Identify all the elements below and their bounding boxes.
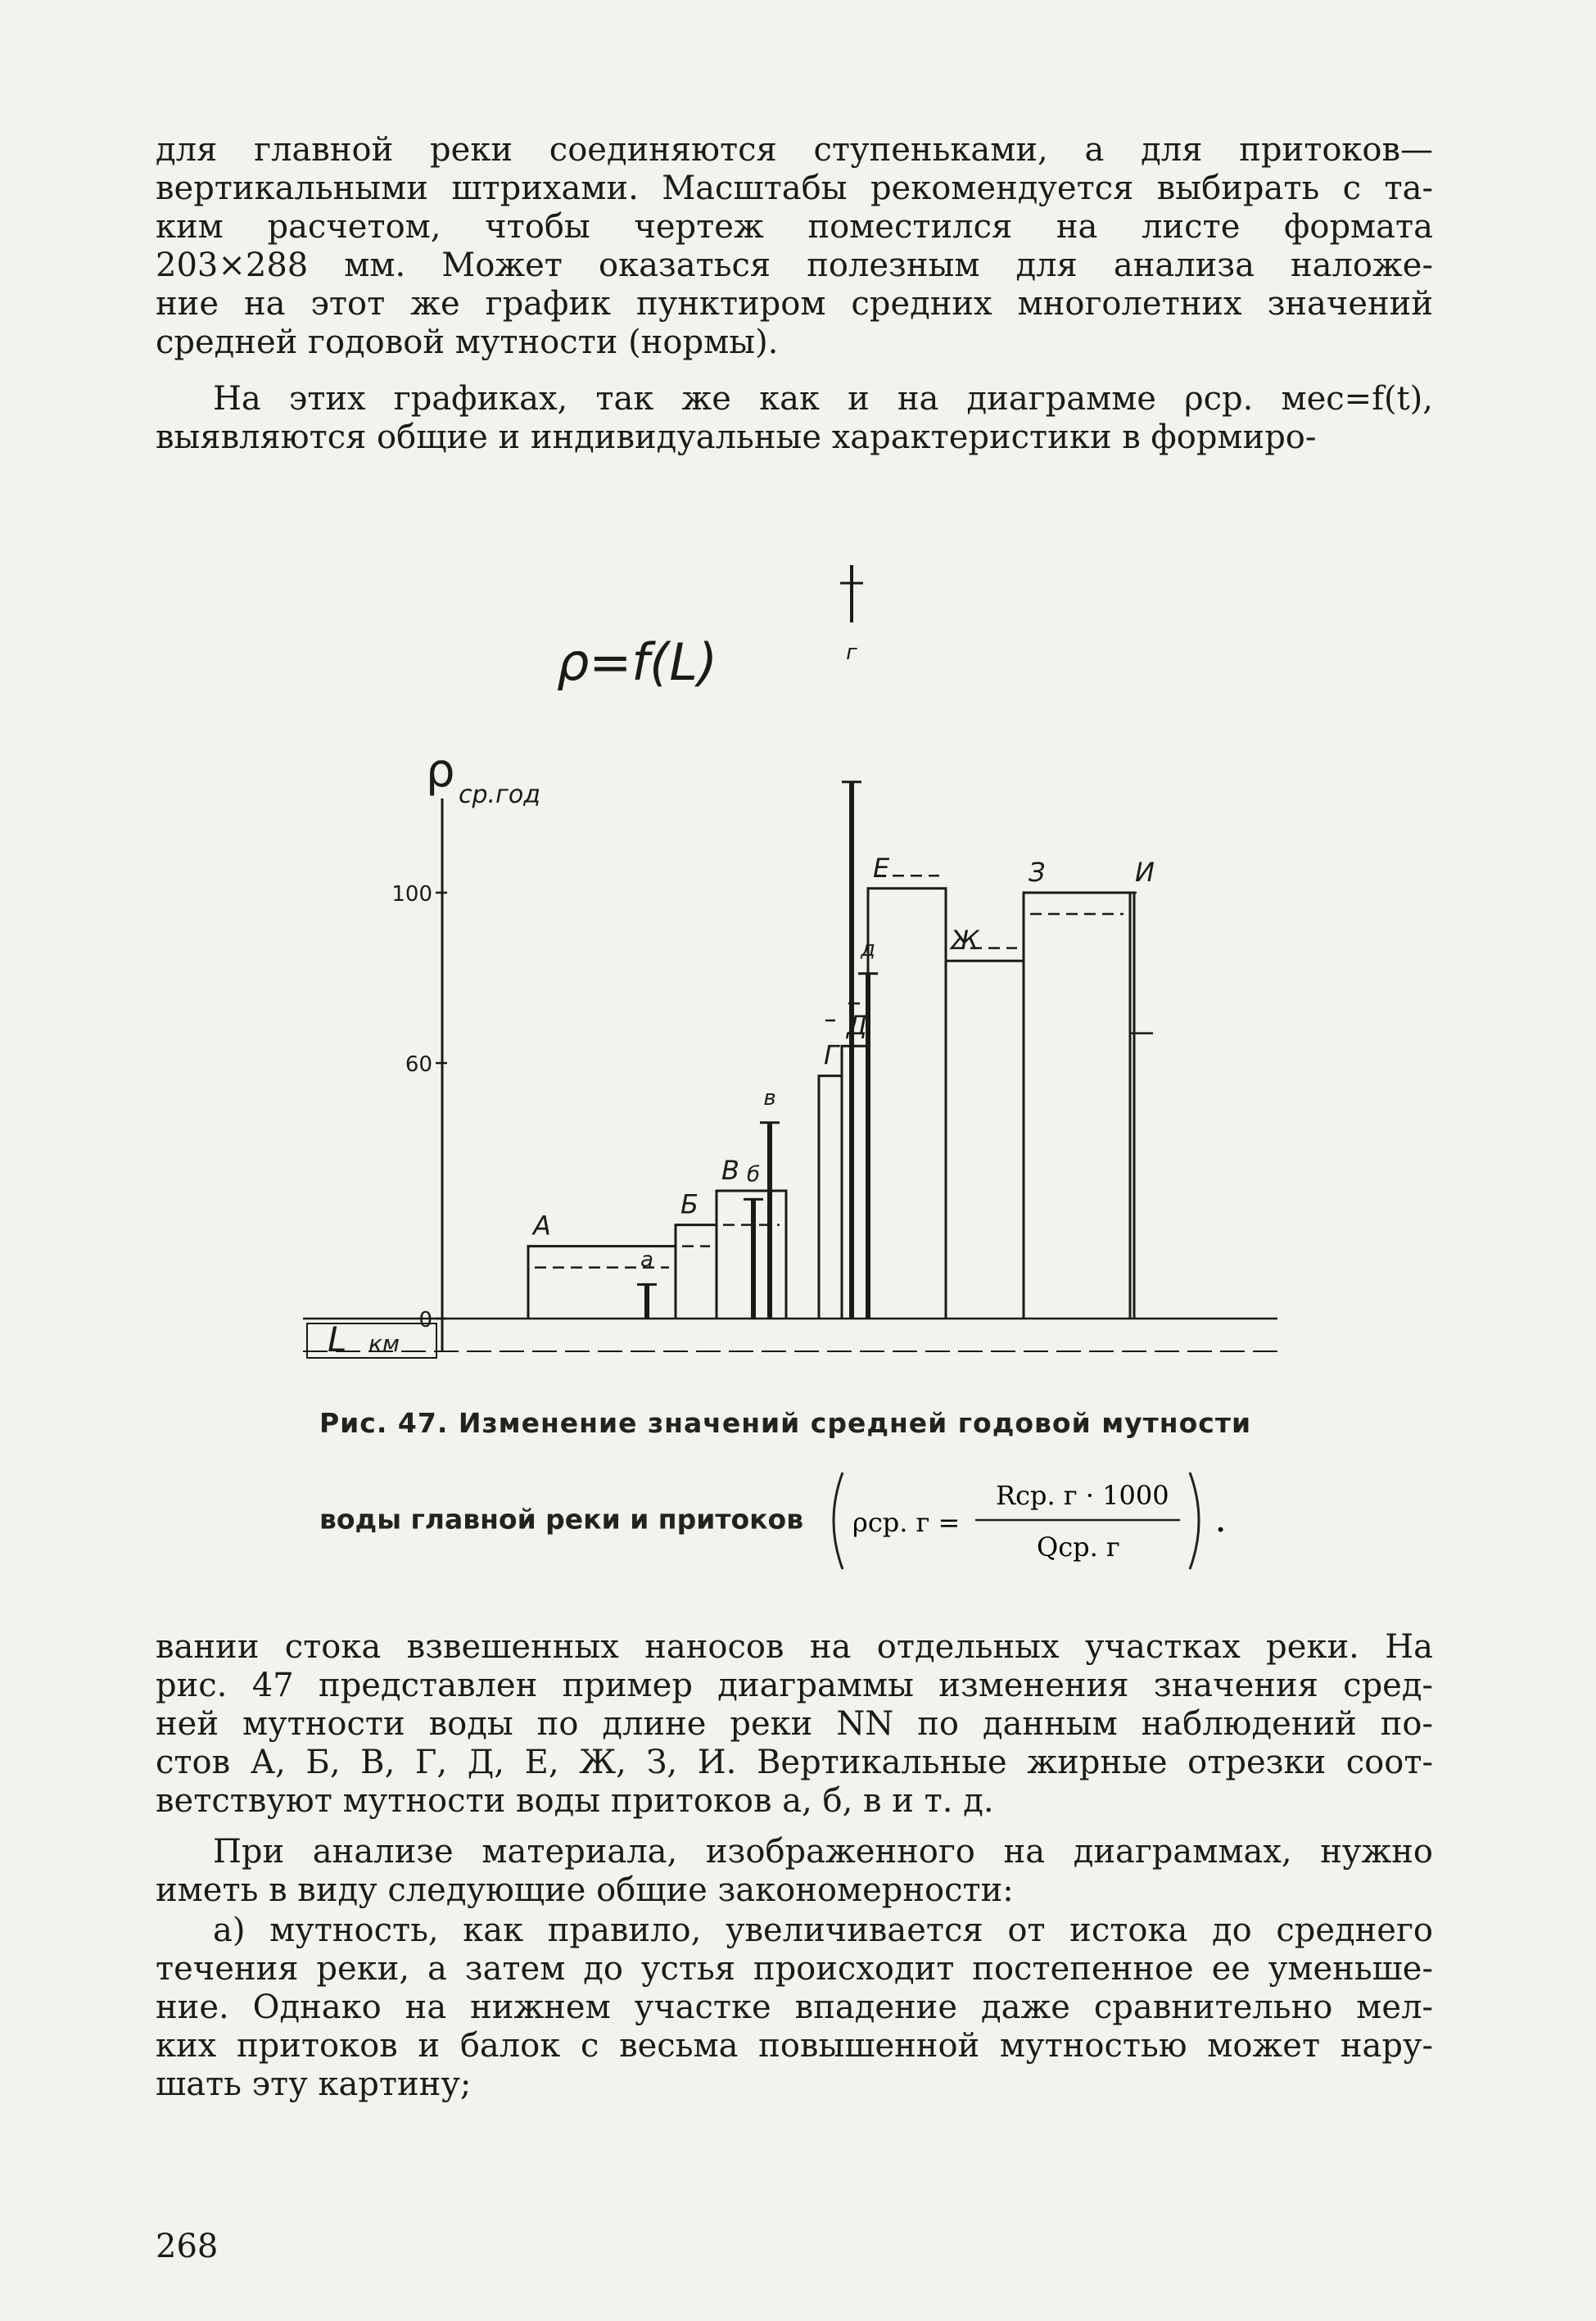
formula-lhs: ρср. г = xyxy=(852,1507,960,1538)
bar-6 xyxy=(868,889,946,1319)
text-line: ких притоков и балок с весьма повышенной мутностью может нару- xyxy=(156,2027,1433,2065)
post-label: И xyxy=(1135,857,1155,888)
post-label: Д xyxy=(847,1010,867,1042)
bar-2 xyxy=(676,1225,717,1319)
page-number: 268 xyxy=(156,2228,219,2265)
text-line: для главной реки соединяются ступеньками, а для притоков— xyxy=(156,131,1433,169)
text-line: а) мутность, как правило, увеличивается от истока до среднего xyxy=(213,1912,1433,1949)
text-line: ние. Однако на нижнем участке впадение даже сравнительно мел- xyxy=(156,1988,1433,2026)
y-axis-symbol: ρ xyxy=(426,744,455,798)
text-line: средней годовой мутности (нормы). xyxy=(156,323,779,361)
text-line: рис. 47 представлен пример диаграммы изменения значения сред- xyxy=(156,1667,1433,1704)
figure-caption-line1: Рис. 47. Изменение значений средней годовой мутности xyxy=(319,1407,1252,1439)
text-line: ней мутности воды по длине реки NN по данным наблюдений по- xyxy=(156,1705,1433,1743)
bar-7 xyxy=(946,961,1024,1319)
tributary-label: г xyxy=(846,640,857,665)
x-axis-label: L xyxy=(328,1319,347,1360)
text-line: выявляются общие и индивидуальные характеристики в формиро- xyxy=(156,419,1317,456)
post-label: А xyxy=(533,1210,551,1242)
post-label: З xyxy=(1029,857,1046,888)
caption-prefix: воды главной реки и притоков xyxy=(319,1503,804,1536)
formula-suffix: . xyxy=(1215,1507,1225,1538)
tributary-label: а xyxy=(640,1247,653,1273)
y-tick-label: 60 xyxy=(405,1052,432,1077)
tributary-label: в xyxy=(763,1085,776,1111)
y-tick-label: 0 xyxy=(418,1308,432,1332)
text-line: течения реки, а затем до устья происходит постепенное ее уменьше- xyxy=(156,1950,1433,1988)
post-label: Е xyxy=(873,852,890,884)
bar-5 xyxy=(842,1046,868,1319)
text-line: ветствуют мутности воды притоков а, б, в и т. д. xyxy=(156,1782,994,1820)
post-label: Б xyxy=(680,1188,699,1220)
tributary-label: б xyxy=(746,1162,761,1188)
text-line: стов А, Б, В, Г, Д, Е, Ж, З, И. Вертикальные жирные отрезки соот- xyxy=(156,1744,1433,1781)
text-line: На этих графиках, так же как и на диаграмме ρср. мес=f(t), xyxy=(213,380,1433,418)
bar-1 xyxy=(528,1246,676,1319)
bar-9 xyxy=(1130,893,1134,1319)
text-line: вании стока взвешенных наносов на отдельных участках реки. На xyxy=(156,1628,1433,1666)
text-line: ким расчетом, чтобы чертеж поместился на листе формата xyxy=(156,208,1433,246)
formula-numerator: Rср. г · 1000 xyxy=(995,1480,1169,1511)
x-axis-unit: км xyxy=(368,1330,400,1357)
bar-4 xyxy=(819,1076,842,1319)
formula-denominator: Qср. г xyxy=(1036,1531,1120,1563)
text-line: шать эту картину; xyxy=(156,2065,472,2103)
text-line: ние на этот же график пунктиром средних многолетних значений xyxy=(156,285,1433,323)
y-axis-label: ср.год xyxy=(459,780,540,809)
post-label: В xyxy=(721,1155,739,1186)
text-line: вертикальными штрихами. Масштабы рекомендуется выбирать с та- xyxy=(156,170,1433,207)
post-label: Г xyxy=(824,1039,839,1071)
tributary-label: д xyxy=(861,936,875,961)
paragraph-2 xyxy=(156,380,1433,457)
chart-title: ρ=f(L) xyxy=(557,632,718,692)
paragraph-3 xyxy=(156,1628,1433,1821)
figure-47-chart xyxy=(278,524,1310,1392)
text-line: иметь в виду следующие общие закономерности: xyxy=(156,1871,1014,1909)
post-label: Ж xyxy=(951,925,979,957)
paragraph-5 xyxy=(156,1912,1433,2104)
paragraph-1 xyxy=(156,131,1433,362)
caption-formula xyxy=(820,1468,1246,1574)
text-line: При анализе материала, изображенного на диаграммах, нужно xyxy=(213,1833,1433,1871)
paragraph-4 xyxy=(156,1833,1433,1910)
text-line: 203×288 мм. Может оказаться полезным для анализа наложе- xyxy=(156,247,1433,284)
figure-caption-line2 xyxy=(319,1468,1302,1574)
y-tick-label: 100 xyxy=(391,882,432,907)
bar-8 xyxy=(1024,893,1130,1319)
